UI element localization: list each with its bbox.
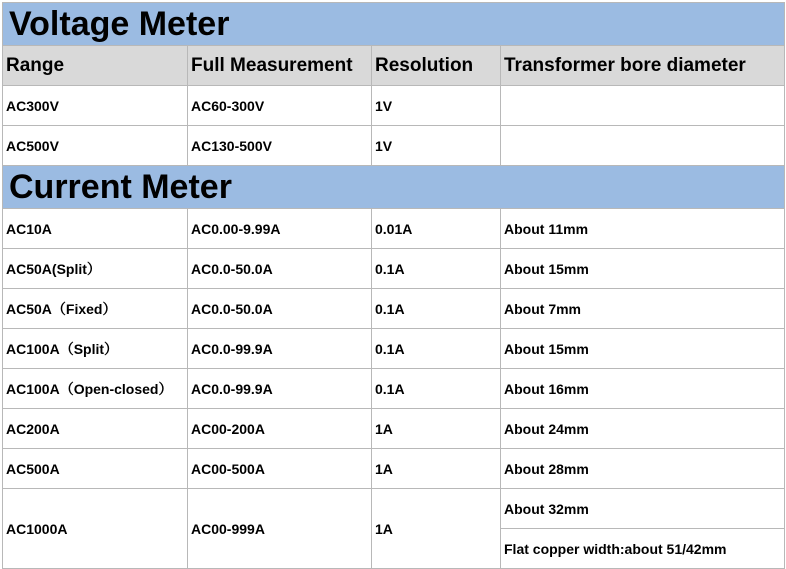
table-row: [3, 209, 785, 249]
table-row: [3, 329, 785, 369]
bore-diameter-cell: About 16mm: [501, 369, 785, 409]
full-measurement-cell: AC0.00-9.99A: [188, 209, 372, 249]
voltage-title: Voltage Meter: [3, 3, 785, 46]
column-header-row: [3, 46, 785, 86]
resolution-cell: 0.1A: [372, 369, 501, 409]
table-row: [3, 449, 785, 489]
full-measurement-cell: AC130-500V: [188, 126, 372, 166]
bore-diameter-cell: About 32mm: [501, 489, 785, 529]
current-title: Current Meter: [3, 166, 785, 209]
resolution-cell: 0.1A: [372, 249, 501, 289]
column-header-range: Range: [3, 46, 188, 86]
full-measurement-cell: AC00-999A: [188, 489, 372, 569]
bore-diameter-cell: About 11mm: [501, 209, 785, 249]
resolution-cell: 0.01A: [372, 209, 501, 249]
resolution-cell: 1A: [372, 409, 501, 449]
voltage-section-header: [3, 3, 785, 46]
bore-diameter-cell: About 24mm: [501, 409, 785, 449]
full-measurement-cell: AC0.0-99.9A: [188, 369, 372, 409]
copper-width-note-cell: Flat copper width:about 51/42mm: [501, 529, 785, 569]
table-row: [3, 489, 785, 529]
resolution-cell: 0.1A: [372, 329, 501, 369]
full-measurement-cell: AC00-500A: [188, 449, 372, 489]
range-cell: AC500A: [3, 449, 188, 489]
bore-diameter-cell: About 15mm: [501, 329, 785, 369]
column-header-bore-diameter: Transformer bore diameter: [501, 46, 785, 86]
resolution-cell: 0.1A: [372, 289, 501, 329]
column-header-full-measurement: Full Measurement: [188, 46, 372, 86]
range-cell: AC500V: [3, 126, 188, 166]
current-section-header: [3, 166, 785, 209]
resolution-cell: 1V: [372, 86, 501, 126]
range-cell: AC50A（Fixed）: [3, 289, 188, 329]
table-row: [3, 289, 785, 329]
table-row: [3, 126, 785, 166]
bore-diameter-cell: About 28mm: [501, 449, 785, 489]
table-row: [3, 369, 785, 409]
range-cell: AC100A（Split）: [3, 329, 188, 369]
range-cell: AC50A(Split）: [3, 249, 188, 289]
range-cell: AC1000A: [3, 489, 188, 569]
bore-diameter-cell: About 7mm: [501, 289, 785, 329]
full-measurement-cell: AC0.0-50.0A: [188, 249, 372, 289]
resolution-cell: 1V: [372, 126, 501, 166]
range-cell: AC300V: [3, 86, 188, 126]
full-measurement-cell: AC0.0-99.9A: [188, 329, 372, 369]
spec-table-body: [3, 3, 785, 569]
full-measurement-cell: AC00-200A: [188, 409, 372, 449]
bore-diameter-cell: About 15mm: [501, 249, 785, 289]
column-header-resolution: Resolution: [372, 46, 501, 86]
bore-diameter-cell: [501, 126, 785, 166]
resolution-cell: 1A: [372, 449, 501, 489]
range-cell: AC10A: [3, 209, 188, 249]
table-row: [3, 249, 785, 289]
table-row: [3, 409, 785, 449]
spec-table: [2, 2, 785, 569]
resolution-cell: 1A: [372, 489, 501, 569]
table-row: [3, 86, 785, 126]
full-measurement-cell: AC0.0-50.0A: [188, 289, 372, 329]
range-cell: AC100A（Open-closed）: [3, 369, 188, 409]
range-cell: AC200A: [3, 409, 188, 449]
bore-diameter-cell: [501, 86, 785, 126]
full-measurement-cell: AC60-300V: [188, 86, 372, 126]
